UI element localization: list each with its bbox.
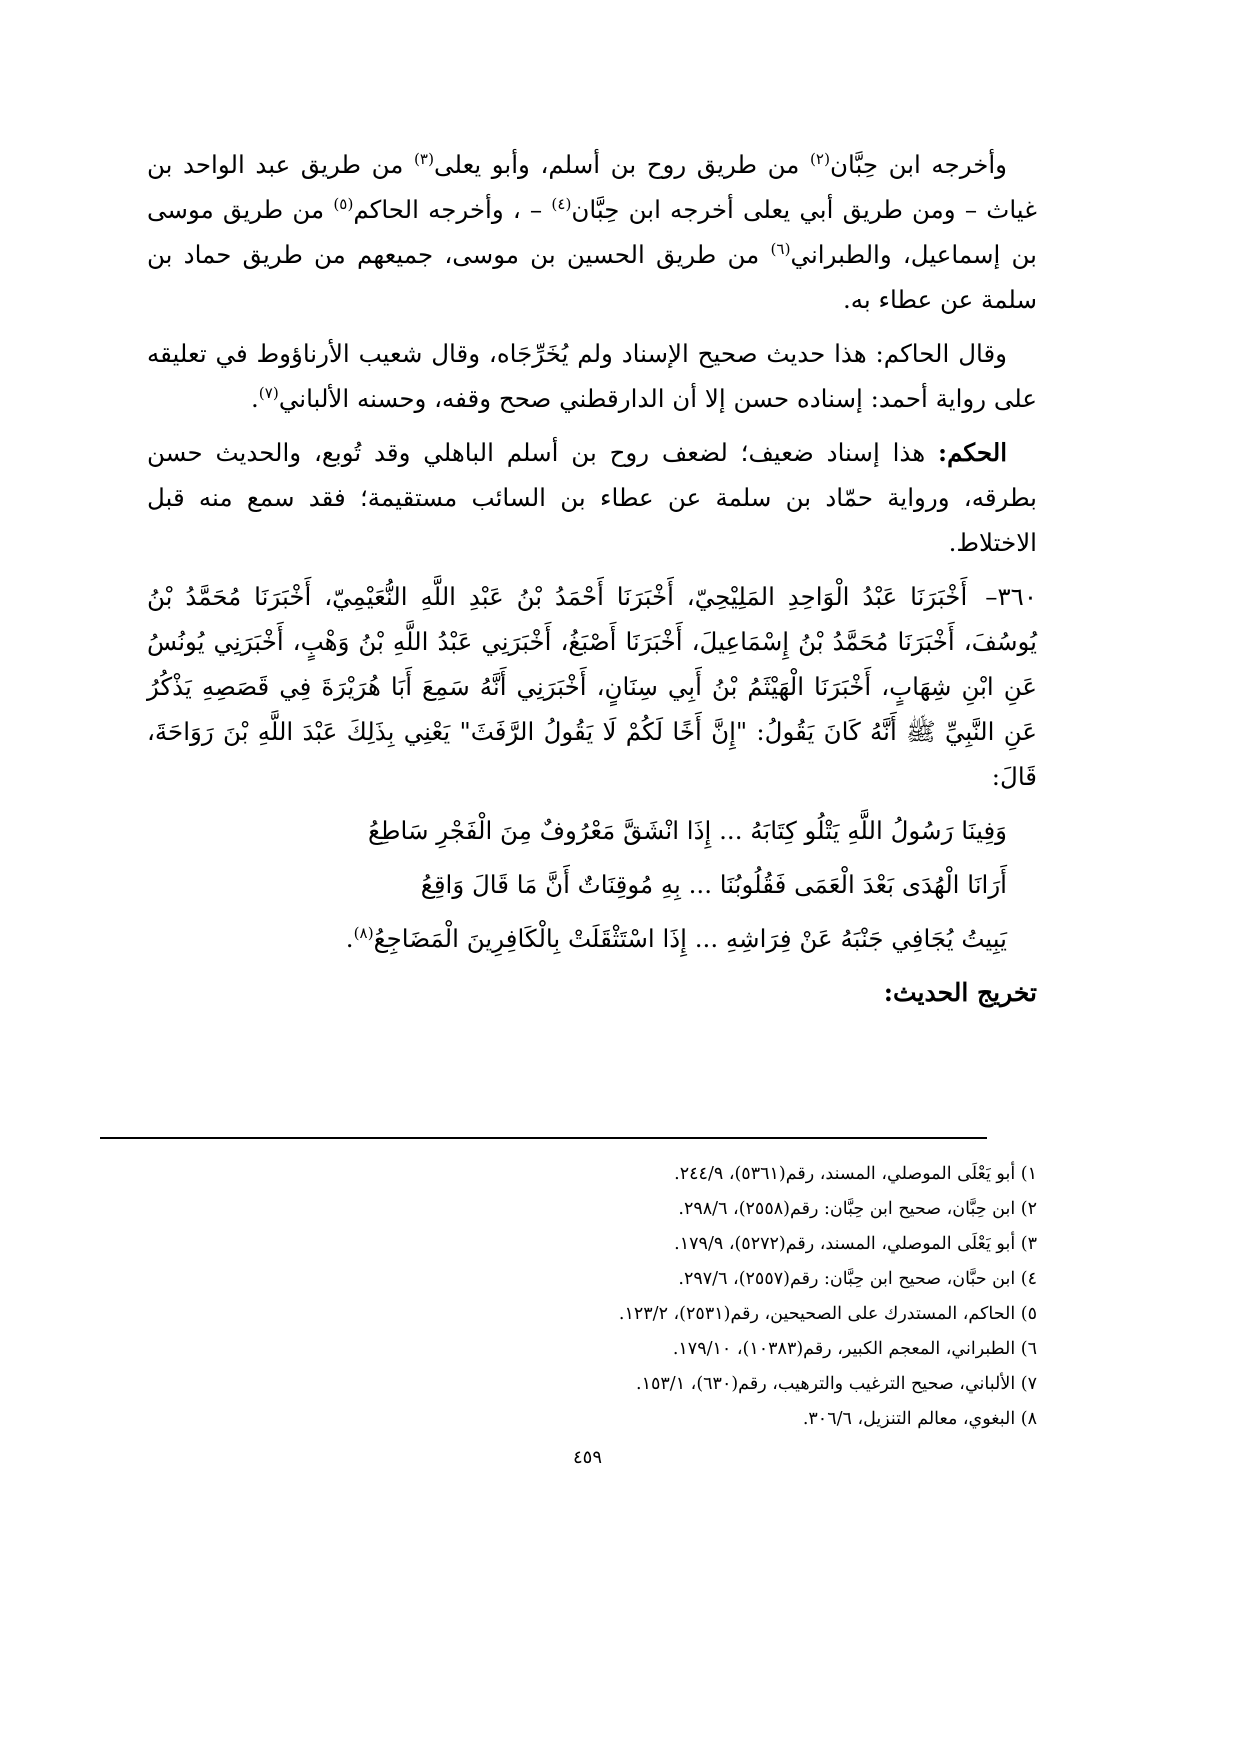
verse-line-3 (147, 916, 1007, 961)
footnote-item: ٦) الطبراني، المعجم الكبير، رقم(١٠٣٨٣)، ١٧٩/١٠. (672, 1339, 1037, 1359)
footnote-ref-4[interactable]: (٤) (551, 194, 572, 213)
text-run: من طريق موسى بن إسماعيل، والطبراني (147, 195, 1038, 269)
footnote-ref-6[interactable]: (٦) (770, 239, 791, 258)
page-number: ٤٥٩ (572, 1447, 602, 1468)
footnote-ref-3[interactable]: (٣) (413, 149, 435, 168)
hadith-number: ٣٦٠– (985, 582, 1037, 611)
text-run: وقال الحاكم: هذا حديث صحيح الإسناد ولم يُخَرِّجَاه، وقال شعيب الأرناؤوط في تعليقه على رواية أحمد: إسناده حسن إلا أن الدارقطني صحح وقفه، وحسنه الألباني (147, 339, 1037, 413)
hadith-text: أَخْبَرَنَا عَبْدُ الْوَاحِدِ المَلِيْحِيّ، أَخْبَرَنَا أَحْمَدُ بْنُ عَبْدِ اللَّهِ النُّعَيْمِيّ، أَخْبَرَنَا مُحَمَّدُ بْنُ يُوسُفَ، أَخْبَرَنَا مُحَمَّدُ بْنُ إِسْمَاعِيلَ، أَخْبَرَنَا أَصْبَغُ، أَخْبَرَنِي عَبْدُ اللَّهِ بْنُ وَهْبٍ، أَخْبَرَنِي يُونُسُ عَنِ ابْنِ شِهَابٍ، أَخْبَرَنَا الْهَيْثَمُ بْنُ أَبِي سِنَانٍ، أَخْبَرَنِي أَنَّهُ سَمِعَ أَبَا هُرَيْرَةَ فِي قَصَصِهِ يَذْكُرُ عَنِ النَّبِيِّ ﷺ أَنَّهُ كَانَ يَقُولُ: "إِنَّ أَخًا لَكُمْ لَا يَقُولُ الرَّفَثَ" يَعْنِي بِذَلِكَ عَبْدَ اللَّهِ بْنَ رَوَاحَةَ، قَالَ: (147, 582, 1037, 791)
footnote-ref-5[interactable]: (٥) (333, 194, 354, 213)
verse-line-1: وَفِينَا رَسُولُ اللَّهِ يَتْلُو كِتَابَهُ ... إِذَا انْشَقَّ مَعْرُوفٌ مِنَ الْفَجْرِ سَاطِعُ (367, 816, 1007, 845)
footnote-item: ٢) ابن حِبَّان، صحيح ابن حِبَّان: رقم(٢٥٥٨)، ٢٩٨/٦. (678, 1199, 1037, 1219)
verse-line-2: أَرَانَا الْهُدَى بَعْدَ الْعَمَى فَقُلُوبُنَا ... بِهِ مُوقِنَاتٌ أَنَّ مَا قَالَ وَاقِعُ (420, 870, 1007, 899)
text-run: من طريق عبد الواحد بن غياث – ومن طريق أبي يعلى أخرجه ابن حِبَّان (147, 150, 1037, 224)
footnote-item: ٣) أبو يَعْلَى الموصلي، المسند، رقم(٥٢٧٢)، ١٧٩/٩. (674, 1234, 1037, 1254)
text-run: من طريق الحسين بن موسى، جميعهم من طريق حماد بن سلمة عن عطاء به. (147, 240, 1037, 314)
footnote-ref-8[interactable]: (٨) (353, 923, 374, 942)
footnote-separator (100, 1137, 987, 1139)
poem-verses (147, 808, 1037, 961)
footnote-ref-7[interactable]: (٧) (258, 383, 279, 402)
text-run: . (251, 384, 259, 413)
verse-text: يَبِيتُ يُجَافِي جَنْبَهُ عَنْ فِرَاشِهِ ... إِذَا اسْتَثْقَلَتْ بِالْكَافِرِينَ الْمَضَاجِعُ (373, 924, 1007, 953)
text-run: – ، وأخرجه الحاكم (353, 195, 552, 224)
ruling-label: الحكم: (938, 438, 1007, 467)
footnote-item: ٤) ابن حبَّان، صحيح ابن حِبَّان: رقم(٢٥٥٧)، ٢٩٧/٦. (678, 1269, 1037, 1289)
footnote-item: ١) أبو يَعْلَى الموصلي، المسند، رقم(٥٣٦١)، ٢٤٤/٩. (674, 1164, 1037, 1184)
footnote-ref-2[interactable]: (٢) (809, 149, 830, 168)
footnote-item: ٥) الحاكم، المستدرك على الصحيحين، رقم(٢٥٣١)، ١٢٣/٢. (618, 1304, 1037, 1324)
paragraph-takhrij (147, 142, 1037, 322)
paragraph-hakim-opinion (147, 331, 1037, 421)
footnote-item: ٨) البغوي، معالم التنزيل، ٣٠٦/٦. (802, 1409, 1037, 1429)
paragraph-ruling (147, 430, 1037, 565)
main-text (147, 142, 1037, 1024)
footnote-item: ٧) الألباني، صحيح الترغيب والترهيب، رقم(٦٣٠)، ١٥٣/١. (636, 1374, 1037, 1394)
hadith-paragraph (147, 574, 1037, 799)
footnotes (147, 1157, 1037, 1437)
text-run: وأخرجه ابن حِبَّان (830, 150, 1007, 179)
text-run: . (345, 924, 354, 953)
text-run: من طريق روح بن أسلم، وأبو يعلى (434, 150, 810, 179)
text-run: هذا إسناد ضعيف؛ لضعف روح بن أسلم الباهلي وقد تُوبع، والحديث حسن بطرقه، ورواية حمّاد بن سلمة عن عطاء بن السائب مستقيمة؛ فقد سمع منه قبل الاختلاط. (147, 438, 1037, 557)
section-heading: تخريج الحديث: (883, 978, 1037, 1007)
